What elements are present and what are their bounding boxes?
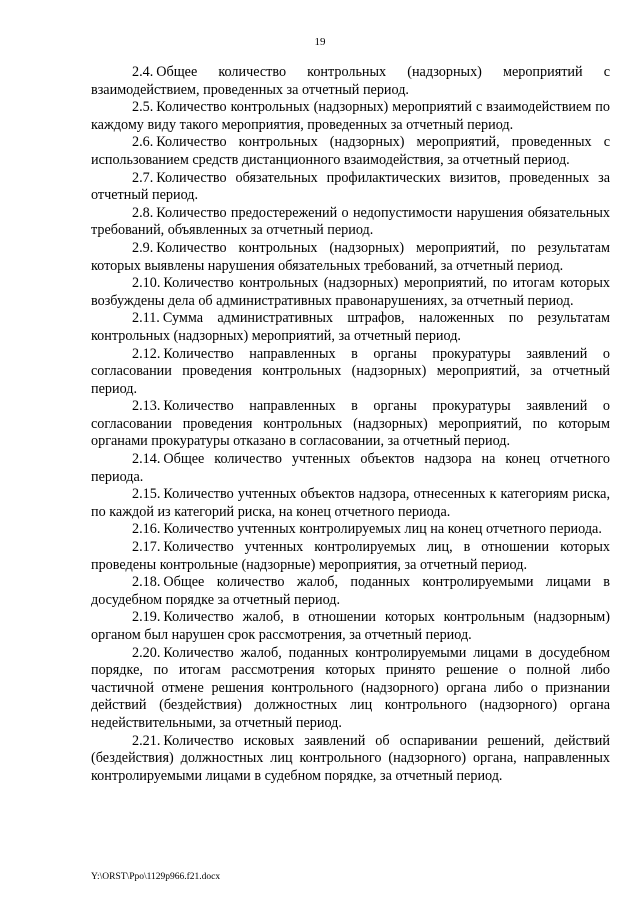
paragraph-text: Количество исковых заявлений об оспаривании решений, действий (бездействия) должностных лиц контрольного (надзорного) органа, направленных контролируемыми лицами в судебном порядке, за отчетный период. [91, 732, 610, 784]
paragraph-text: Количество контрольных (надзорных) мероприятий, по результатам которых выявлены нарушения обязательных требований, за отчетный период. [91, 239, 610, 274]
paragraph-number: 2.16. [132, 521, 161, 538]
paragraph-number: 2.20. [132, 644, 161, 661]
paragraph-2-14 [91, 451, 610, 486]
paragraph-text: Количество учтенных объектов надзора, отнесенных к категориям риска, по каждой из категорий риска, на конец отчетного периода. [91, 486, 610, 520]
paragraph-number: 2.9. [132, 239, 154, 256]
paragraph-number: 2.5. [132, 99, 154, 116]
paragraph-number: 2.11. [132, 310, 160, 327]
paragraph-number: 2.21. [132, 732, 161, 749]
paragraph-2-17 [91, 539, 610, 574]
paragraph-number: 2.19. [132, 609, 161, 626]
paragraph-2-21 [91, 733, 610, 786]
paragraph-text: Количество контрольных (надзорных) мероприятий, проведенных с использованием средств дистанционного взаимодействия, за отчетный период. [91, 134, 610, 168]
paragraph-number: 2.17. [132, 539, 161, 556]
paragraph-text: Количество учтенных контролируемых лиц, в отношении которых проведены контрольные (надзорные) мероприятия, за отчетный период. [91, 539, 610, 573]
paragraph-number: 2.12. [132, 345, 161, 362]
paragraph-2-8 [91, 205, 610, 240]
paragraph-text: Количество направленных в органы прокуратуры заявлений о согласовании проведения контрольных (надзорных) мероприятий, за отчетный период. [91, 345, 610, 397]
paragraph-2-7 [91, 170, 610, 205]
paragraph-number: 2.13. [132, 398, 161, 415]
paragraph-number: 2.18. [132, 574, 161, 591]
paragraph-2-15 [91, 486, 610, 521]
paragraph-2-18 [91, 574, 610, 609]
paragraph-text: Количество учтенных контролируемых лиц на конец отчетного периода. [163, 521, 602, 538]
paragraph-2-6 [91, 134, 610, 169]
paragraph-text: Количество контрольных (надзорных) мероприятий, по итогам которых возбуждены дела об административных правонарушениях, за отчетный период. [91, 275, 610, 309]
paragraph-text: Сумма административных штрафов, наложенных по результатам контрольных (надзорных) мероприятий, за отчетный период. [91, 310, 610, 344]
paragraph-number: 2.6. [132, 134, 154, 151]
paragraph-text: Количество жалоб, в отношении которых контрольным (надзорным) органом был нарушен срок рассмотрения, за отчетный период. [91, 609, 610, 643]
paragraph-2-10 [91, 275, 610, 310]
document-body [91, 64, 610, 785]
paragraph-text: Общее количество учтенных объектов надзора на конец отчетного периода. [91, 451, 610, 485]
paragraph-2-5 [91, 99, 610, 134]
paragraph-text: Общее количество контрольных (надзорных) мероприятий с взаимодействием, проведенных за отчетный период. [91, 64, 610, 98]
paragraph-number: 2.14. [132, 451, 161, 468]
paragraph-2-9 [91, 240, 610, 275]
paragraph-2-12 [91, 346, 610, 399]
paragraph-2-11 [91, 310, 610, 345]
paragraph-2-20 [91, 645, 610, 733]
paragraph-text: Количество обязательных профилактических визитов, проведенных за отчетный период. [91, 169, 610, 204]
paragraph-text: Количество предостережений о недопустимости нарушения обязательных требований, объявленных за отчетный период. [91, 204, 610, 239]
paragraph-text: Количество жалоб, поданных контролируемыми лицами в досудебном порядке, по итогам рассмотрения которых принято решение о полной либо частичной отмене решения контрольного (надзорного) органа либо о признании действий (бездействия) должностных лиц контрольного (надзорного) органа недействительными, за отчетный период. [91, 644, 610, 731]
paragraph-2-13 [91, 398, 610, 451]
paragraph-2-16 [91, 521, 610, 539]
page-number: 19 [314, 36, 326, 48]
paragraph-number: 2.15. [132, 486, 161, 503]
paragraph-2-4 [91, 64, 610, 99]
paragraph-number: 2.10. [132, 275, 161, 292]
paragraph-2-19 [91, 609, 610, 644]
paragraph-text: Количество контрольных (надзорных) мероприятий с взаимодействием по каждому виду такого мероприятия, проведенных за отчетный период. [91, 99, 610, 133]
paragraph-number: 2.7. [132, 169, 154, 186]
paragraph-text: Общее количество жалоб, поданных контролируемыми лицами в досудебном порядке за отчетный период. [91, 574, 610, 608]
footer-file-path: Y:\ORST\Ppo\1129p966.f21.docx [91, 872, 221, 882]
paragraph-number: 2.4. [132, 64, 154, 80]
paragraph-text: Количество направленных в органы прокуратуры заявлений о согласовании проведения контрольных (надзорных) мероприятий, по которым органами прокуратуры отказано в согласовании, за отчетный период. [91, 398, 610, 450]
paragraph-number: 2.8. [132, 204, 154, 221]
